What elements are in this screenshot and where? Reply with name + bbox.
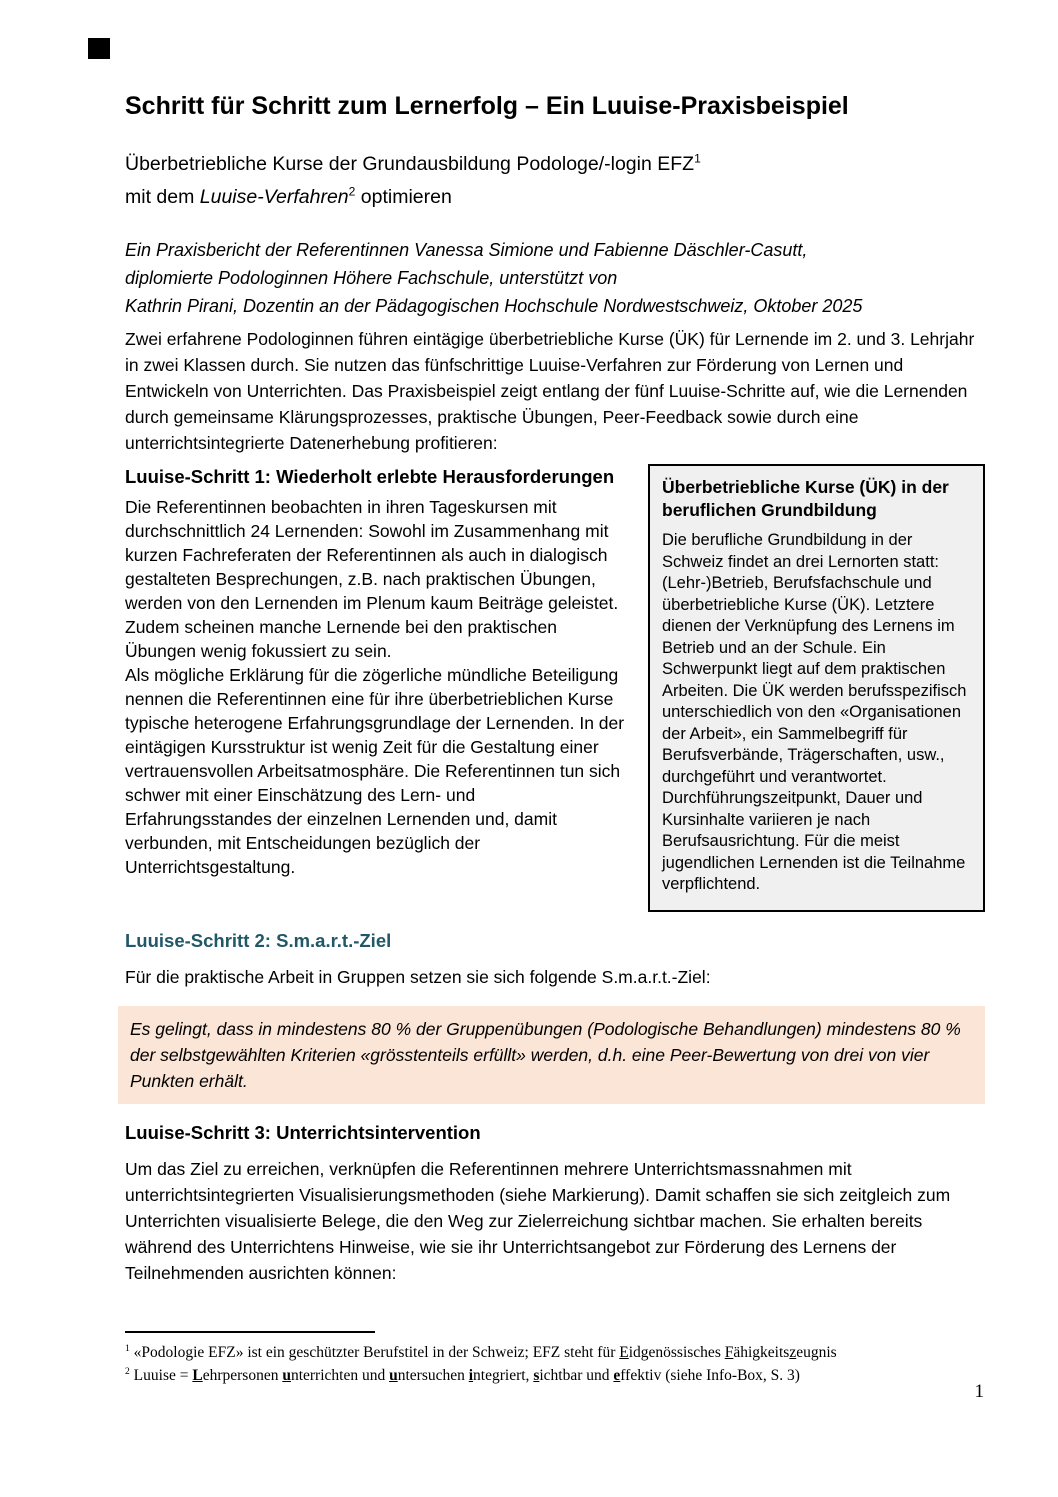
page-number: 1 xyxy=(974,1381,984,1402)
footnote-2-text: ffektiv (siehe Info-Box, S. 3) xyxy=(620,1367,800,1384)
black-square-mark xyxy=(88,38,110,59)
intro-paragraph: Zwei erfahrene Podologinnen führen eintägige überbetriebliche Kurse (ÜK) für Lernende im 2. und 3. Lehrjahr in zwei Klassen durch. Sie nutzen das fünfschrittige Luuise-Verfahren zur Förderung von Lernen und Entwickeln von Unterrichten. Das Praxisbeispiel zeigt entlang der fünf Luuise-Schritte auf, wie die Lernenden durch gemeinsame Klärungsprozesses, praktische Übungen, Peer-Feedback sowie durch eine unterrichtsintegrierte Datenerhebung profitieren: xyxy=(125,329,975,453)
footnote-separator xyxy=(125,1331,375,1333)
footnote-2-text: ehrpersonen xyxy=(202,1367,283,1384)
two-column-section xyxy=(125,464,985,912)
page-title: Schritt für Schritt zum Lernerfolg – Ein Luuise-Praxisbeispiel xyxy=(125,92,849,120)
infobox-body: Die berufliche Grundbildung in der Schweiz findet an drei Lernorten statt: (Lehr-)Betrieb, Berufsfachschule und überbetriebliche Kurse (ÜK). Letztere dienen der Verknüpfung des Lernens im Betrieb und an der Schule. Ein Schwerpunkt liegt auf dem praktischen Arbeiten. Die ÜK werden berufsspezifisch unterschiedlich von den «Organisationen der Arbeit», ein Sammelbegriff für Berufsverbände, Trägerschaften, usw., durchgeführt und verantwortet. Durchführungszeitpunkt, Dauer und Kursinhalte variieren je nach Berufsausrichtung. Für die meist jugendlichen Lernenden ist die Teilnahme verpflichtend. xyxy=(662,531,967,893)
byline-line1: Ein Praxisbericht der Referentinnen Vanessa Simione und Fabienne Däschler-Casutt, xyxy=(125,240,808,260)
uek-infobox xyxy=(648,464,985,912)
footnote-1 xyxy=(125,1341,985,1364)
subtitle-luuise-verfahren: Luuise-Verfahren xyxy=(199,186,349,208)
footnote-1-text: idgenössisches xyxy=(628,1344,725,1361)
footnote-1-text: eugnis xyxy=(796,1344,837,1361)
footnote-2-underline-l: L xyxy=(192,1367,203,1384)
footnote-1-underline-f: F xyxy=(724,1344,734,1361)
infobox-heading: Überbetriebliche Kurse (ÜK) in der beruflichen Grundbildung xyxy=(662,477,949,520)
footnote-1-text: ähigkeits xyxy=(733,1344,790,1361)
footnote-2-marker: 2 xyxy=(125,1365,130,1377)
footnote-2-text: Luuise = xyxy=(129,1367,193,1384)
smart-goal-text: Es gelingt, dass in mindestens 80 % der Gruppenübungen (Podologische Behandlungen) mindestens 80 % der selbstgewählten Kriterien «grösstenteils erfüllt» werden, d.h. eine Peer-Bewertung von drei von vier Punkten erhält. xyxy=(130,1018,961,1091)
footnote-area xyxy=(125,1331,985,1387)
footnote-1-underline-e: E xyxy=(619,1344,629,1361)
step3-heading: Luuise-Schritt 3: Unterrichtsintervention xyxy=(125,1121,481,1143)
step1-paragraph-1: Die Referentinnen beobachten in ihren Tageskursen mit durchschnittlich 24 Lernenden: Sowohl im Zusammenhang mit kurzen Fachreferaten der Referentinnen als auch in dialogisch gestalteten Besprechungen, z.B. nach praktischen Übungen, werden von den Lernenden im Plenum kaum Beiträge geleistet. Zudem scheinen manche Lernende bei den praktischen Übungen wenig fokussiert zu sein. xyxy=(125,497,619,661)
step2-lead: Für die praktische Arbeit in Gruppen setzen sie sich folgende S.m.a.r.t.-Ziel: xyxy=(125,966,711,987)
footnote-ref-2: 2 xyxy=(348,184,356,199)
subtitle-line1: Überbetriebliche Kurse der Grundausbildung Podologe/-login EFZ xyxy=(125,153,695,175)
subtitle-line2-pre: mit dem xyxy=(125,186,200,208)
footnote-2-text: ntersuchen xyxy=(397,1367,469,1384)
footnote-1-text: «Podologie EFZ» ist ein geschützter Berufstitel in der Schweiz; EFZ steht für xyxy=(129,1344,620,1361)
smart-goal-highlight xyxy=(118,1006,985,1104)
step3-paragraph: Um das Ziel zu erreichen, verknüpfen die Referentinnen mehrere Unterrichtsmassnahmen mit unterrichtsintegrierten Visualisierungsmethoden (siehe Markierung). Damit schaffen sie sich zeitgleich zum Unterrichten visualisierte Belege, die den Weg zur Zielerreichung sichtbar machen. Sie erhalten bereits während des Unterrichtens Hinweise, wie sie ihr Unterrichtsangebot zur Förderung des Lernens der Teilnehmenden ausrichten können: xyxy=(125,1158,951,1283)
footnote-2-text: nterrichten und xyxy=(290,1367,390,1384)
step2-heading: Luuise-Schritt 2: S.m.a.r.t.-Ziel xyxy=(125,929,392,951)
footnote-2-underline-s: s xyxy=(533,1367,540,1384)
byline-line2: diplomierte Podologinnen Höhere Fachschule, unterstützt von xyxy=(125,268,618,288)
step1-column xyxy=(125,464,625,912)
byline xyxy=(125,236,985,320)
footnote-2-underline-u2: u xyxy=(389,1367,398,1384)
step1-paragraph-2: Als mögliche Erklärung für die zögerliche mündliche Beteiligung nennen die Referentinnen eine für ihre überbetrieblichen Kurse typische heterogene Erfahrungsgrundlage der Lernenden. In der eintägigen Kursstruktur ist wenig Zeit für die Gestaltung einer vertrauensvollen Arbeitsatmosphäre. Die Referentinnen tun sich schwer mit einer Einschätzung des Lern- und Erfahrungsstandes der einzelnen Lernenden und, damit verbunden, mit Entscheidungen bezüglich der Unterrichtsgestaltung. xyxy=(125,665,625,877)
footnote-2-text: ntegriert, xyxy=(473,1367,534,1384)
footnote-2 xyxy=(125,1364,985,1387)
footnote-ref-1: 1 xyxy=(694,151,701,166)
footnote-2-underline-e: e xyxy=(613,1367,621,1384)
footnote-2-underline-i: i xyxy=(468,1367,474,1384)
footnote-2-underline-u1: u xyxy=(282,1367,291,1384)
footnote-1-underline-z: z xyxy=(789,1344,797,1361)
footnote-2-text: ichtbar und xyxy=(539,1367,614,1384)
subtitle-line2-post: optimieren xyxy=(355,186,452,208)
step1-heading: Luuise-Schritt 1: Wiederholt erlebte Herausforderungen xyxy=(125,466,615,487)
document-subtitle xyxy=(125,148,985,214)
footnote-1-marker: 1 xyxy=(125,1342,130,1354)
byline-line3: Kathrin Pirani, Dozentin an der Pädagogischen Hochschule Nordwestschweiz, Oktober 2025 xyxy=(125,296,863,316)
